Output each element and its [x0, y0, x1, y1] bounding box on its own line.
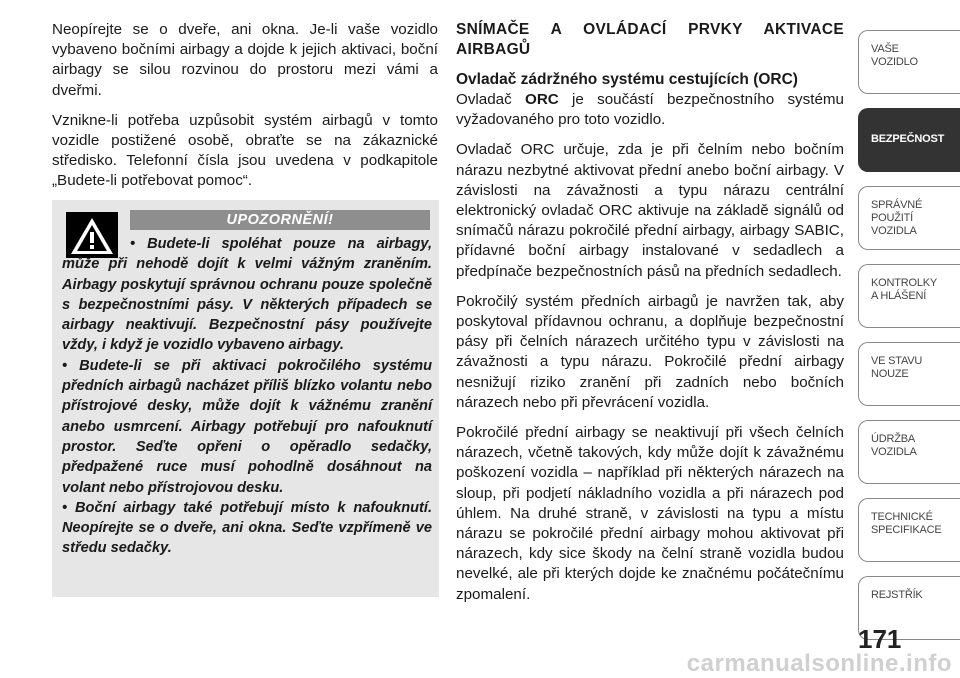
- page-number: 171: [858, 624, 902, 654]
- tab-bezpecnost[interactable]: [858, 108, 960, 172]
- chapter-tabs: [858, 30, 960, 654]
- warning-body: [62, 234, 432, 559]
- right-paragraph-2: Ovladač ORC určuje, zda je při čelním nebo bočním nárazu nezbytné aktivovat přední anebo boční airbagy. V závislosti na závažnosti a typu nárazu centrální elektronický ovladač ORC aktivuje na základě signálů od snímačů nárazu pokročilé přední airbagy, airbagy SABIC, přídavné boční airbagy instalované v sedadlech a předpínače bezpečnostních pásů na předních sedadlech.: [456, 141, 844, 280]
- p1-post: je součástí bezpečnostního systému vyžadovaného pro toto vozidlo.: [456, 91, 845, 129]
- right-column: [456, 20, 844, 615]
- left-column: [52, 20, 438, 202]
- tab-spravne-pouziti[interactable]: [858, 186, 960, 250]
- left-paragraph-1: Neopírejte se o dveře, ani okna. Je-li vaše vozidlo vybaveno bočními airbagy a dojde k jejich aktivaci, boční airbagy se silou rozvinou do prostoru mezi vámi a dveřmi.: [52, 21, 438, 99]
- subsection-heading: Ovladač zádržného systému cestujících (ORC): [456, 71, 798, 88]
- tab-ve-stavu-nouze[interactable]: [858, 342, 960, 406]
- tab-label: KONTROLKY: [871, 277, 938, 289]
- orc-term: ORC: [525, 91, 559, 108]
- tab-kontrolky[interactable]: [858, 264, 960, 328]
- tab-label: VOZIDLA: [871, 225, 917, 237]
- tab-label: VE STAVU: [871, 355, 923, 367]
- tab-label: VOZIDLO: [871, 56, 918, 68]
- tab-label: A HLÁŠENÍ: [871, 290, 927, 302]
- tab-vase-vozidlo[interactable]: [858, 30, 960, 94]
- warning-bullet-1: • Budete-li spoléhat pouze na airbagy, může při nehodě dojít k velmi vážným zraněním. Airbagy poskytují správnou ochranu pouze společně s bezpečnostními pásy. V některých případech se airbagy neaktivují. Bezpečnostní pásy používejte vždy, i když je vozidlo vybaveno airbagy.: [62, 236, 432, 354]
- tab-label: REJSTŘÍK: [871, 589, 923, 601]
- tab-technicke-specifikace[interactable]: [858, 498, 960, 562]
- right-paragraph-4: Pokročilé přední airbagy se neaktivují při všech čelních nárazech, včetně takových, kdy může dojít k závažnému poškození vozidla – například při některých nárazech na sloup, při podjetí nákladního vozidla a při nárazech pod úhlem. Na druhé straně, v závislosti na typu a místu nárazu se pokročilé přední airbagy mohou aktivovat při nárazech, kdy sice škody na čelní straně vozidla budou nevelké, ale při kterých dojde ke značnému počátečnímu zpomalení.: [456, 424, 844, 603]
- p1-pre: Ovladač: [456, 91, 525, 108]
- tab-label: VAŠE: [871, 43, 899, 55]
- tab-label: ÚDRŽBA: [871, 433, 916, 445]
- tab-label: SPRÁVNÉ: [871, 199, 923, 211]
- tab-label: BEZPEČNOST: [871, 133, 945, 145]
- right-paragraph-1: [456, 90, 844, 130]
- tab-label: NOUZE: [871, 368, 909, 380]
- watermark: carmanualsonline.info: [686, 650, 952, 677]
- warning-bullet-2: • Budete-li se při aktivaci pokročilého systému předních airbagů nacházet příliš blízko volantu nebo přístrojové desky, může dojít k vážnému zranění anebo usmrcení. Airbagy potřebují pro nafouknutí prostor. Seďte opřeni o opěradlo sedačky, předpažené ruce musí pohodlně dosáhnout na volant nebo přístrojovou desku.: [62, 357, 432, 496]
- right-paragraph-3: Pokročilý systém předních airbagů je navržen tak, aby poskytoval přídavnou ochranu, a doplňuje bezpečnostní pásy při čelních nárazech určitého typu v závislosti na závažnosti a typu nárazu. Pokročilé přední airbagy nesnižují riziko zranění při zadních nebo bočních nárazech nebo při převrácení vozidla.: [456, 292, 844, 411]
- tab-label: TECHNICKÉ: [871, 511, 933, 523]
- warning-title: UPOZORNĚNÍ!: [130, 210, 430, 230]
- tab-label: VOZIDLA: [871, 446, 917, 458]
- left-paragraph-2: Vznikne-li potřeba uzpůsobit systém airbagů v tomto vozidle postižené osobě, obraťte se na zákaznické středisko. Telefonní čísla jsou uvedena v podkapitole „Budete-li potřebovat pomoc“.: [52, 111, 438, 190]
- tab-label: SPECIFIKACE: [871, 524, 942, 536]
- warning-bullet-3: • Boční airbagy také potřebují místo k nafouknutí. Neopírejte se o dveře, ani okna. Seďte vzpřímeně ve středu sedačky.: [62, 499, 432, 557]
- warning-box: [52, 200, 439, 597]
- tab-udrzba[interactable]: [858, 420, 960, 484]
- section-heading: SNÍMAČE A OVLÁDACÍ PRVKY AKTIVACE AIRBAGŮ: [456, 21, 844, 58]
- tab-label: POUŽITÍ: [871, 212, 913, 224]
